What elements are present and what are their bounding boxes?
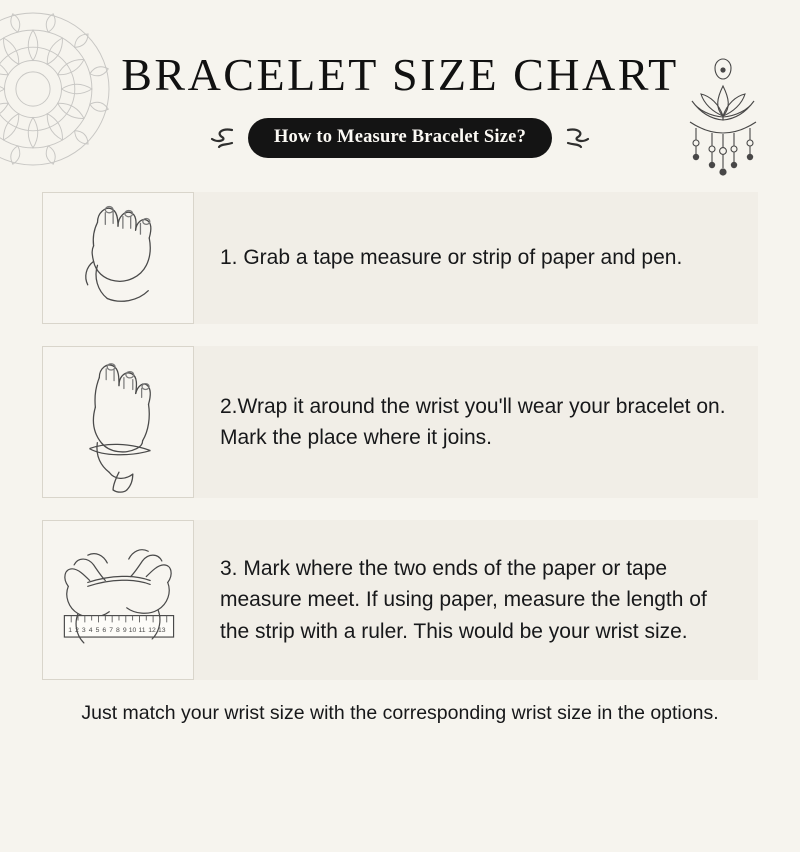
svg-text:11: 11 xyxy=(138,627,146,635)
svg-text:6: 6 xyxy=(102,627,107,635)
svg-text:5: 5 xyxy=(95,627,100,635)
step-text: 3. Mark where the two ends of the paper or tape measure meet. If using paper, measure the length of the strip with a ruler. This would be your wrist size. xyxy=(220,557,707,643)
list-item xyxy=(42,192,758,324)
svg-text:13: 13 xyxy=(157,627,166,635)
list-item xyxy=(42,520,758,680)
step-text: 2.Wrap it around the wrist you'll wear your bracelet on. Mark the place where it joins. xyxy=(220,394,726,449)
svg-text:3: 3 xyxy=(81,627,86,635)
hand-with-tape-illustration xyxy=(42,346,194,498)
svg-text:10: 10 xyxy=(128,627,137,635)
hand-fist-illustration xyxy=(42,192,194,324)
footer-note: Just match your wrist size with the corresponding wrist size in the options. xyxy=(81,702,719,724)
svg-text:7: 7 xyxy=(109,627,114,635)
subtitle-row xyxy=(0,118,800,158)
svg-text:1: 1 xyxy=(68,627,73,635)
flourish-icon xyxy=(208,123,238,153)
page-title: BRACELET SIZE CHART xyxy=(121,49,679,100)
hands-with-ruler-illustration xyxy=(42,520,194,680)
step-text: 1. Grab a tape measure or strip of paper and pen. xyxy=(220,246,683,270)
list-item xyxy=(42,346,758,498)
svg-text:2: 2 xyxy=(75,627,79,635)
svg-text:12: 12 xyxy=(148,627,156,635)
subtitle-pill: How to Measure Bracelet Size? xyxy=(248,118,552,158)
svg-text:8: 8 xyxy=(116,627,120,635)
svg-text:4: 4 xyxy=(88,627,93,635)
flourish-icon xyxy=(562,123,592,153)
steps-list xyxy=(0,192,800,680)
svg-text:9: 9 xyxy=(122,627,127,635)
